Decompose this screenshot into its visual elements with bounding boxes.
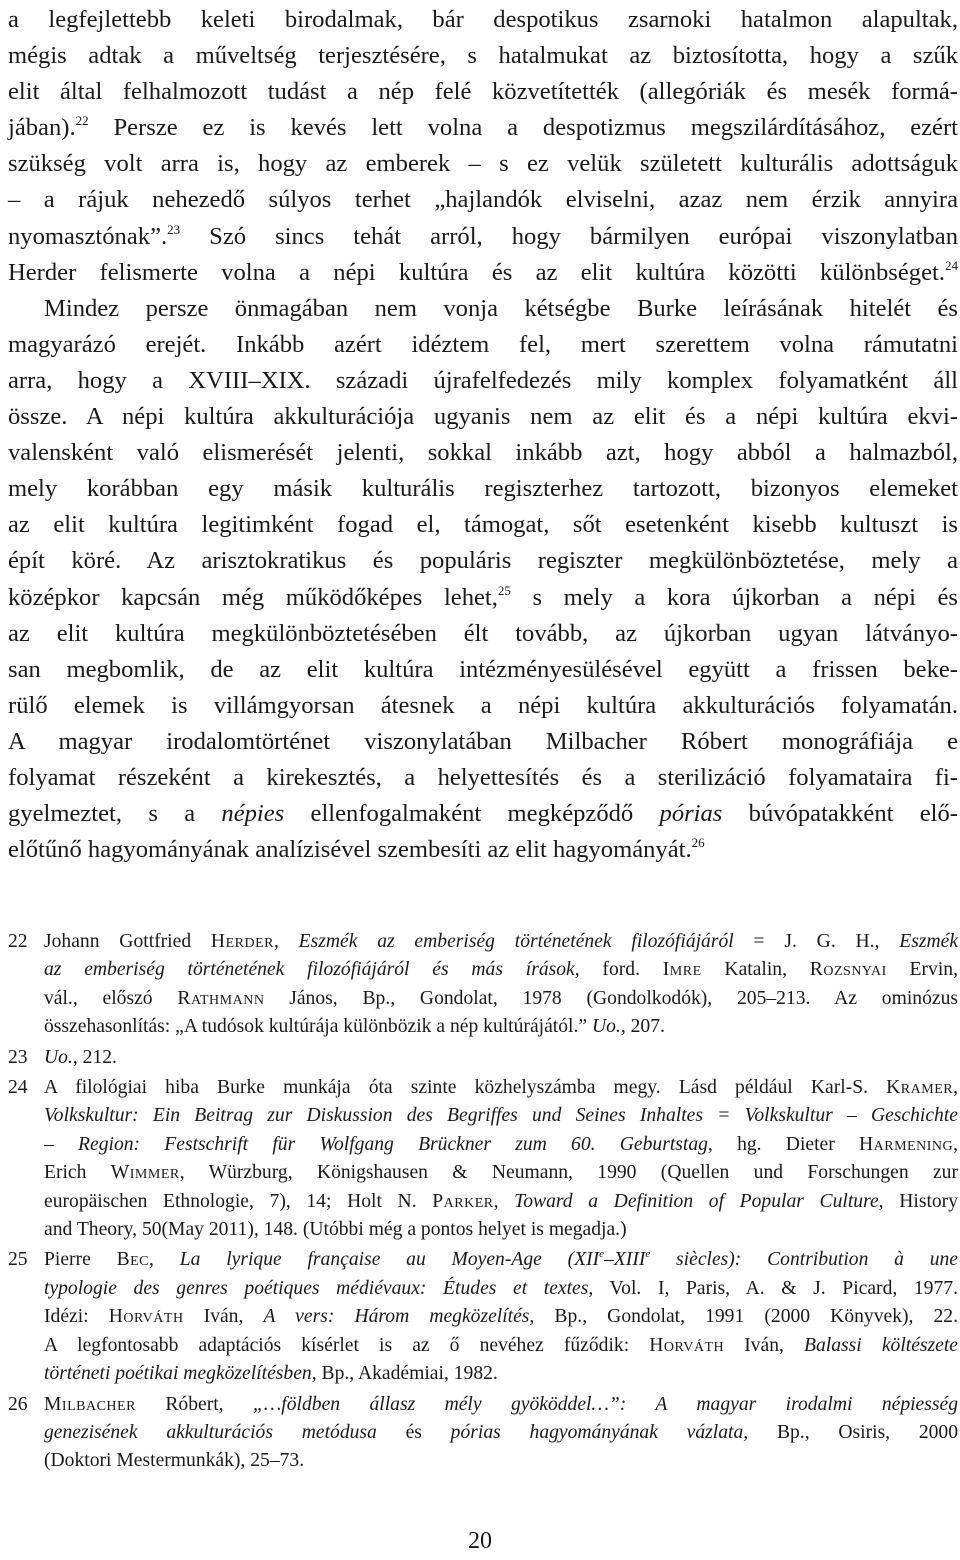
text-line: Herder felismerte volna a népi kultúra és az elit kultúra közötti különbséget.$^{24}$ [8,257,958,286]
footnote-number: 25 [8,1249,28,1271]
text-line: mely korábban egy másik kulturális regiszterhez tartozott, bizonyos elemeket [8,475,958,503]
footnote-number: 23 [8,1046,28,1068]
text-line: gyelmeztet, s a népies ellenfogalmaként megképződő pórias búvópatakként elő- [8,800,959,828]
text-line: épít köré. Az arisztokratikus és populáris regiszter megkülönböztetése, mely a [8,547,958,575]
text-line: jában).$^{22}$ Persze ez is kevés lett volna a despotizmus megszilárdításához, ezért [8,113,958,142]
footnote-number: 22 [8,931,28,952]
text-line: az elit kultúra megkülönböztetésében élt tovább, az újkorban ugyan látványo- [8,619,958,647]
text-line: Mindez persze önmagában nem vonja kétségbe Burke leírásának hitelét és [44,294,958,322]
footnote-ref-24[interactable]: 24 [945,257,958,273]
text-line: valensként való elismerését jelenti, sokkal inkább azt, hogy abból a halmazból, [8,439,958,467]
page-number: 20 [468,1528,492,1554]
footnote-ref-25[interactable]: 25 [497,582,511,598]
footnote-22: 22 Johann Gottfried Herder, Eszmék az emberiség történetének filozófiájáról = J. G. H., Eszmék az emberiség történetének filozófiájáról és más írások, ford. Imre Katalin, Rozsnyai Ervin, vál., előszó Rathmann János, Bp., Gondolat, 1978 (Gondolkodók), 205–213. Az ominózus összehasonlítás: „A tudósok kultúrája különbözik a nép kultúrájától.” Uo., 207. [8,928,958,1042]
text-line: elit által felhalmozott tudást a nép felé közvetítették (allegóriák és mesék formá- [8,78,958,106]
text-line: nyomasztónak”.$^{23}$ Szó sincs tehát arról, hogy bármilyen európai viszonylatban [8,221,958,250]
footnote-ref-22[interactable]: 22 [75,113,89,129]
text-line: magyarázó erejét. Inkább azért idéztem fel, mert szerettem volna rámutatni [8,330,958,358]
body-text [8,2,958,868]
footnote-ref-23[interactable]: 23 [167,221,181,237]
text-line: előtűnő hagyományának analízisével szembesíti az elit hagyományát.$^{26}$ [8,835,705,864]
text-line: középkor kapcsán még működőképes lehet,$^{25}$ s mely a kora újkorban a népi és [8,582,958,611]
footnote-23: 23 Uo., 212. [8,1044,958,1072]
footnote-number: 24 [8,1077,28,1099]
text-line: rülő elemek is villámgyorsan átesnek a népi kultúra akkulturációs folyamatán. [8,691,958,719]
text-line: össze. A népi kultúra akkulturációja ugyanis nem az elit és a népi kultúra ekvi- [8,403,958,431]
text-line: az elit kultúra legitimként fogad el, támogat, sőt esetenként kisebb kultuszt is [8,511,958,539]
text-line: mégis adtak a műveltség terjesztésére, s hatalmukat az biztosította, hogy a szűk [8,42,958,70]
text-line: szükség volt arra is, hogy az emberek – s ez velük született kulturális adottságuk [8,150,958,178]
text-line: – a rájuk nehezedő súlyos terhet „hajlandók elviselni, azaz nem érzik annyira [8,186,958,214]
text-line: san megbomlik, de az elit kultúra intézményesülésével együtt a frissen beke- [8,655,958,683]
footnote-24: 24 A filológiai hiba Burke munkája óta szinte közhelyszámba megy. Lásd például Karl-S. Kramer, Volkskultur: Ein Beitrag zur Diskussion des Begriffes und Seines Inhaltes = Volkskultur – Geschichte – Region: Festschrift für Wolfgang Brückner zum 60. Geburtstag, hg. Dieter Harmening, Erich Wimmer, Würzburg, Königshausen & Neumann, 1990 (Quellen und Forschungen zur europäischen Ethnologie, 7), 14; Holt N. Parker, Toward a Definition of Popular Culture, History and Theory, 50(May 2011), 148. (Utóbbi még a pontos helyet is megadja.) [8,1074,958,1244]
text-line: a legfejlettebb keleti birodalmak, bár despotikus zsarnoki hatalmon alapultak, [8,6,958,33]
footnote-ref-26[interactable]: 26 [691,835,705,851]
text-line: A magyar irodalomtörténet viszonylatában Milbacher Róbert monográfiája e [8,727,958,755]
footnote-25: 25 Pierre Bec, La lyrique française au Moyen-Age (XIIe–XIIIe siècles): Contribution à une typologie des genres poétiques médiévaux: Études et textes, Vol. I, Paris, A. & J. Picard, 1977. Idézi: Horváth Iván, A vers: Három megközelítés, Bp., Gondolat, 1991 (2000 Könyvek), 22. A legfontosabb adaptációs kísérlet is az ő nevéhez fűződik: Horváth Iván, Balassi költészete történeti poétikai megközelítésben, Bp., Akadémiai, 1982. [8,1246,958,1388]
footnotes [8,928,958,1478]
footnote-number: 26 [8,1393,28,1415]
text-line: arra, hogy a XVIII–XIX. századi újrafelfedezés mily komplex folyamatként áll [8,366,958,394]
text-line: folyamat részeként a kirekesztés, a helyettesítés és a sterilizáció folyamataira fi- [8,763,958,791]
footnote-26: 26 Milbacher Róbert, „…földben állasz mély gyököddel…”: A magyar irodalmi népiesség genezisének akkulturációs metódusa és pórias hagyományának vázlata, Bp., Osiris, 2000 (Doktori Mestermunkák), 25–73. [8,1391,958,1476]
